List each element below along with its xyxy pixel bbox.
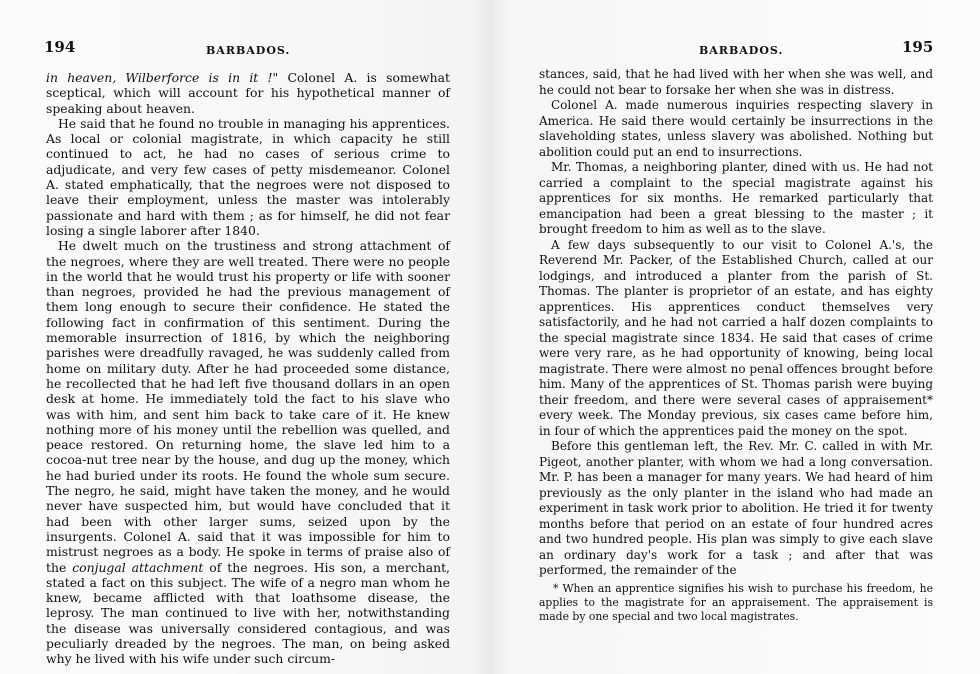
- paragraph-text: of the negroes. His son, a merchant, stated a fact on this subject. The wife of a negro man whom he knew, became afflicted with that loathsome disease, the leprosy. The man continued to live with her, notwithstanding the disease was universally considered contagious, and was peculiarly dreaded by the negroes. The man, on being asked why he lived with his wife under such circum-: [46, 559, 450, 667]
- paragraph: [46, 238, 450, 666]
- paragraph: He said that he found no trouble in managing his apprentices. As local or colonial magistrate, in which capacity he still continued to act, he had no cases of serious crime to adjudicate, and very few cases of petty misdemeanor. Colonel A. stated emphatically, that the negroes were not disposed to leave their employment, unless the master was intolerably passionate and hard with them ; as for himself, he did not fear losing a single laborer after 1840.: [46, 115, 450, 238]
- paragraph: Colonel A. made numerous inquiries respecting slavery in America. He said there would certainly be insurrections in the slaveholding states, unless slavery was abolished. Nothing but abolition could put an end to insurrections.: [539, 98, 933, 159]
- italic-phrase: conjugal attachment: [72, 559, 204, 575]
- page-number-left: 194: [44, 38, 76, 56]
- page-number-right: 195: [902, 38, 934, 56]
- paragraph: A few days subsequently to our visit to Colonel A.'s, the Reverend Mr. Packer, of the Established Church, called at our lodgings, and introduced a planter from the parish of St. Thomas. The planter is proprietor of an estate, and has eighty apprentices. His apprentices conduct themselves very satisfactorily, and he had not carried a half dozen complaints to the special magistrate since 1834. He said that cases of crime were very rare, as he had opportunity of knowing, being local magistrate. There were almost no penal offences brought before him. Many of the apprentices of St. Thomas parish were buying their freedom, and there were several cases of appraisement* every week. The Monday previous, six cases came before him, in four of which the apprentices paid the money on the spot.: [539, 237, 933, 438]
- running-head-right: BARBADOS.: [699, 44, 784, 57]
- footnote: [539, 582, 933, 624]
- paragraph: Before this gentleman left, the Rev. Mr. C. called in with Mr. Pigeot, another planter, with whom we had a long conversation. Mr. P. has been a manager for many years. We had heard of him previously as the only planter in the island who had made an experiment in task work prior to abolition. He tried it for twenty months before that period on an estate of four hundred acres and two hundred people. His plan was simply to give each slave an ordinary day's work for a task ; and after that was performed, the remainder of the: [539, 439, 933, 577]
- right-page-body: [539, 67, 933, 579]
- paragraph: Mr. Thomas, a neighboring planter, dined with us. He had not carried a complaint to the special magistrate against his apprentices for six months. He remarked particularly that emancipation had been a great blessing to the master ; it brought freedom to him as well as to the slave.: [539, 160, 933, 236]
- paragraph-text: Colonel A. is somewhat sceptical, which will account for his hypothetical manner of speaking about heaven.: [46, 70, 450, 116]
- left-page-body: [46, 70, 450, 667]
- footnote-text: * When an apprentice signifies his wish to purchase his freedom, he applies to the magistrate for an appraisement. The appraisement is made by one special and two local magistrates.: [539, 582, 933, 623]
- paragraph-text: He dwelt much on the trustiness and strong attachment of the negroes, where they are well treated. There were no people in the world that he would trust his property or life with sooner than negroes, provided he had the previous management of them long enough to secure their confidence. He stated the following fact in confirmation of this sentiment. During the memorable insurrection of 1816, by which the neighboring parishes were dreadfully ravaged, he was suddenly called from home on military duty. After he had proceeded some distance, he recollected that he had left five thousand dollars in an open desk at home. He immediately told the fact to his slave who was with him, and sent him back to take care of it. He knew nothing more of his money until the rebellion was quelled, and peace restored. On returning home, the slave led him to a cocoa-nut tree near by the house, and dug up the money, which he had buried under its roots. He found the whole sum secure. The negro, he said, might have taken the money, and he would never have suspected him, but would have concluded that it had been with other larger sums, seized upon by the insurgents. Colonel A. said that it was impossible for him to mistrust negroes as a body. He spoke in terms of praise also of the: [46, 238, 450, 575]
- italic-phrase: in heaven, Wilberforce is in it !": [46, 70, 279, 85]
- paragraph: [46, 70, 450, 116]
- paragraph: stances, said, that he had lived with her when she was well, and he could not bear to forsake her when she was in distress.: [539, 67, 933, 97]
- right-page: [490, 0, 980, 674]
- running-head-left: BARBADOS.: [206, 44, 291, 57]
